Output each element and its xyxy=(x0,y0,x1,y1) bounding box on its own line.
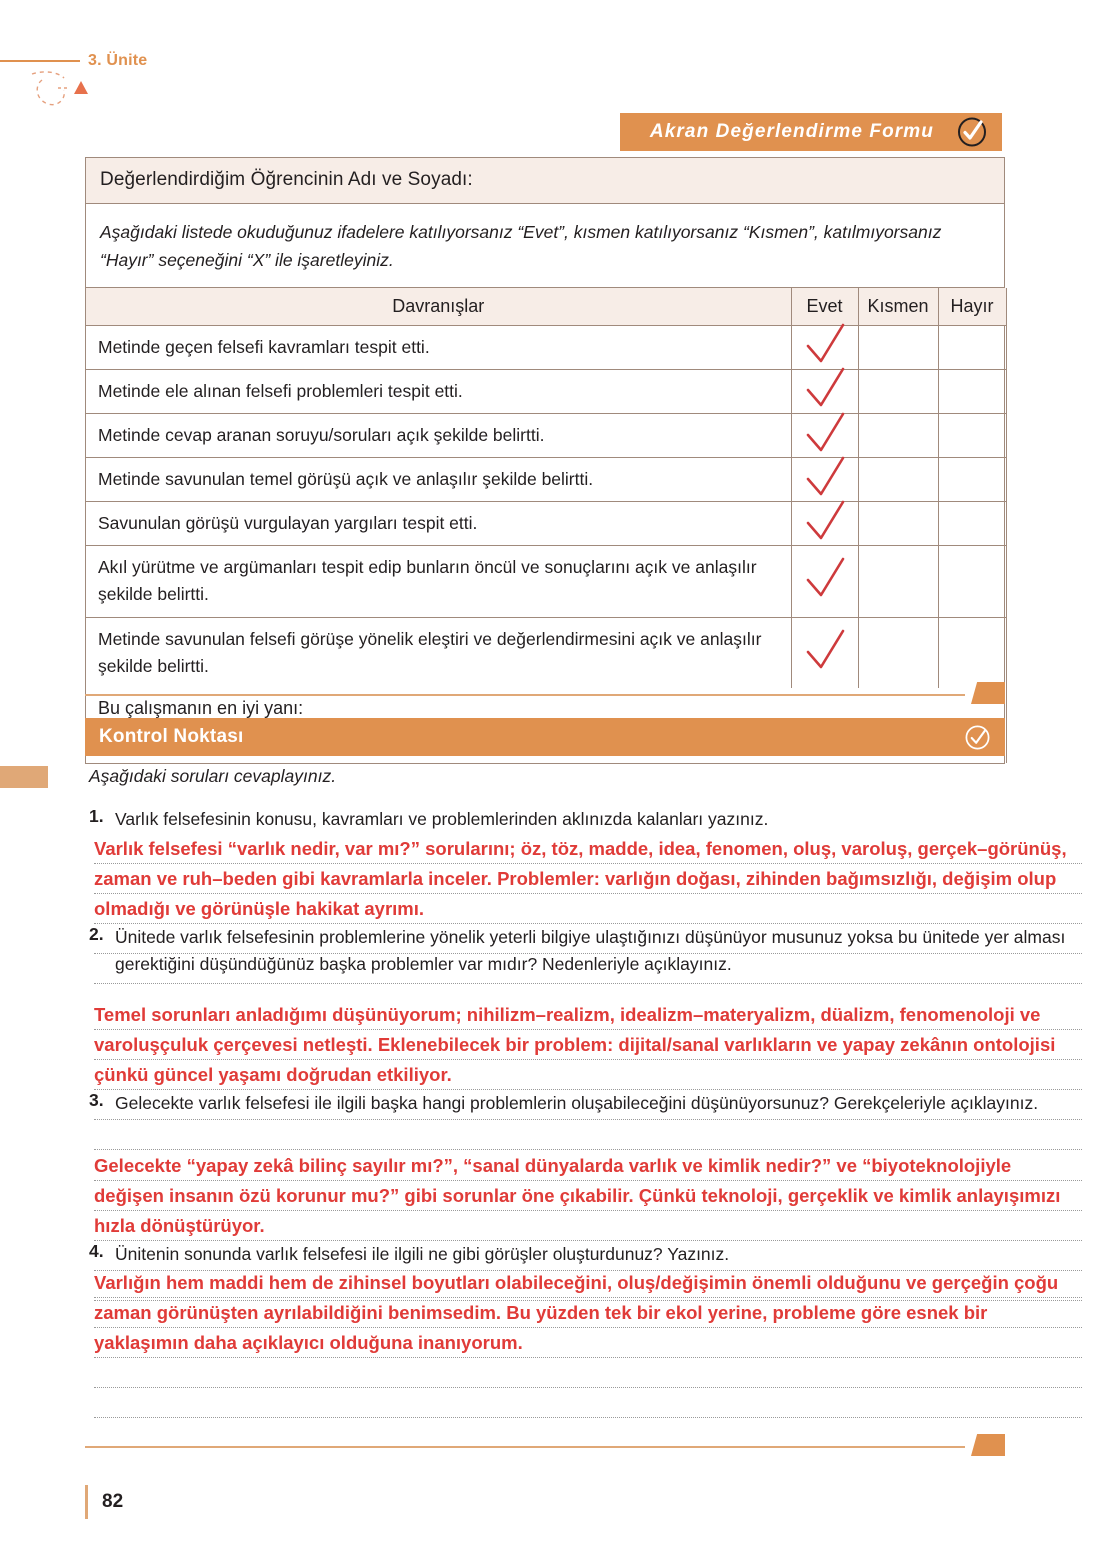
questions-list xyxy=(85,806,1090,1358)
table-row xyxy=(86,369,1006,413)
question-item xyxy=(85,806,1090,924)
column-header-evet: Evet xyxy=(791,288,858,326)
table-row xyxy=(86,325,1006,369)
behaviour-text: Akıl yürütme ve argümanları tespit edip bunların öncül ve sonuçlarını açık ve anlaşılır şekilde belirtti. xyxy=(86,546,791,617)
cell-kismen[interactable] xyxy=(858,325,938,369)
check-mark-icon xyxy=(802,557,848,601)
cell-hayir[interactable] xyxy=(938,617,1006,688)
cell-hayir[interactable] xyxy=(938,502,1006,546)
cell-evet[interactable] xyxy=(791,325,858,369)
question-text: Ünitede varlık felsefesinin problemlerine yönelik yeterli bilgiye ulaştığınızı düşünüyor musunuz yoksa bu ünitede yer alması gerektiğini düşündüğünüz başka problemler var mıdır? Nedenleriyle açıklayınız. xyxy=(115,927,1066,975)
column-header-behaviours: Davranışlar xyxy=(86,288,791,326)
page-footer xyxy=(85,1485,123,1519)
student-name-label: Değerlendirdiğim Öğrencinin Adı ve Soyadı: xyxy=(86,158,1004,204)
separator-tab xyxy=(971,1434,1005,1456)
answer-area[interactable] xyxy=(85,1151,1090,1241)
question-text: Varlık felsefesinin konusu, kavramları ve problemlerinden aklınızda kalanları yazınız. xyxy=(115,809,769,829)
behaviour-text: Metinde savunulan temel görüşü açık ve anlaşılır şekilde belirtti. xyxy=(86,458,791,502)
behaviour-text: Metinde savunulan felsefi görüşe yönelik eleştiri ve değerlendirmesini açık ve anlaşılır şekilde belirtti. xyxy=(86,617,791,688)
cell-hayir[interactable] xyxy=(938,458,1006,502)
separator-tab xyxy=(971,682,1005,704)
table-row xyxy=(86,617,1006,688)
best-part-label[interactable]: Bu çalışmanın en iyi yanı: xyxy=(86,688,1006,763)
section-separator-bottom xyxy=(85,1434,1005,1456)
cell-kismen[interactable] xyxy=(858,369,938,413)
question-text: Ünitenin sonunda varlık felsefesi ile ilgili ne gibi görüşler oluşturdunuz? Yazınız. xyxy=(115,1244,730,1265)
column-header-kismen: Kısmen xyxy=(858,288,938,326)
cell-evet[interactable] xyxy=(791,458,858,502)
check-mark-icon xyxy=(802,367,848,411)
cell-hayir[interactable] xyxy=(938,546,1006,617)
section-separator-top xyxy=(85,682,1005,704)
cell-evet[interactable] xyxy=(791,413,858,457)
cell-kismen[interactable] xyxy=(858,413,938,457)
cell-hayir[interactable] xyxy=(938,369,1006,413)
unit-rule xyxy=(0,60,80,62)
question-item xyxy=(85,1090,1090,1241)
question-item xyxy=(85,924,1090,1090)
footer-accent-bar xyxy=(85,1485,88,1519)
cell-hayir[interactable] xyxy=(938,413,1006,457)
left-orange-marker xyxy=(0,766,48,788)
handwritten-answer: Varlığın hem maddi hem de zihinsel boyutları olabileceğini, oluş/değişimin önemli olduğunu ve gerçeğin çoğu zaman görünüşten ayrılabildiğini benimsedim. Bu yüzden tek bir ekol yerine, probleme göre esnek bir yaklaşımın daha açıklayıcı olduğuna inanıyorum. xyxy=(94,1272,1059,1354)
kontrol-noktasi-title: Kontrol Noktası xyxy=(99,726,244,747)
cell-kismen[interactable] xyxy=(858,546,938,617)
handwritten-answer: Temel sorunları anladığımı düşünüyorum; nihilizm–realizm, idealizm–materyalizm, düalizm, fenomenoloji ve varoluşçuluk çerçevesi netleşti. Eklenebilecek bir problem: dijital/sanal varlıkların ve yapay zekânın ontolojisi çünkü güncel yaşamı doğrudan etkiliyor. xyxy=(94,1004,1056,1086)
cell-evet[interactable] xyxy=(791,546,858,617)
cell-evet[interactable] xyxy=(791,502,858,546)
cell-kismen[interactable] xyxy=(858,458,938,502)
question-number: 2. xyxy=(89,924,104,945)
behaviour-text: Metinde ele alınan felsefi problemleri tespit etti. xyxy=(86,369,791,413)
peer-evaluation-form xyxy=(85,157,1005,764)
check-mark-icon xyxy=(802,500,848,544)
check-mark-icon xyxy=(802,412,848,456)
question-number: 4. xyxy=(89,1241,104,1262)
decorative-doodle-icon xyxy=(24,68,114,116)
table-row xyxy=(86,458,1006,502)
cell-kismen[interactable] xyxy=(858,502,938,546)
check-mark-icon xyxy=(802,323,848,367)
question-row xyxy=(85,806,1090,833)
answer-area[interactable] xyxy=(85,834,1090,924)
separator-line xyxy=(85,1446,965,1448)
question-text: Gelecekte varlık felsefesi ile ilgili başka hangi problemlerin oluşabileceğini düşünüyorsunuz? Gerekçeleriyle açıklayınız. xyxy=(115,1093,1039,1114)
answer-area[interactable] xyxy=(85,1000,1090,1090)
question-row xyxy=(85,1241,1090,1268)
handwritten-answer: Varlık felsefesi “varlık nedir, var mı?” sorularını; öz, töz, madde, idea, fenomen, oluş, varoluş, gerçek–görünüş, zaman ve ruh–beden gibi kavramlarla inceler. Problemler: varlığın doğası, zihinden bağımsızlığı, değişim olup olmadığı ve görünüşle hakikat ayrımı. xyxy=(94,838,1067,920)
question-item xyxy=(85,1241,1090,1358)
behaviour-text: Savunulan görüşü vurgulayan yargıları tespit etti. xyxy=(86,502,791,546)
unit-label: 3. Ünite xyxy=(88,52,148,69)
column-header-hayir: Hayır xyxy=(938,288,1006,326)
circled-check-icon xyxy=(956,116,988,148)
check-mark-icon xyxy=(802,456,848,500)
circled-check-icon xyxy=(964,724,991,751)
question-number: 1. xyxy=(89,806,104,826)
kontrol-noktasi-band xyxy=(85,718,1005,756)
table-row xyxy=(86,413,1006,457)
question-row xyxy=(85,924,1090,978)
cell-evet[interactable] xyxy=(791,369,858,413)
peer-evaluation-title: Akran Değerlendirme Formu xyxy=(649,121,934,142)
answer-area[interactable] xyxy=(85,1268,1090,1358)
page-number: 82 xyxy=(102,1491,124,1512)
peer-evaluation-banner xyxy=(620,113,1002,151)
check-mark-icon xyxy=(802,629,848,673)
form-instruction: Aşağıdaki listede okuduğunuz ifadelere katılıyorsanız “Evet”, kısmen katılıyorsanız “Kısmen”, katılmıyorsanız “Hayır” seçeneğini “X” ile işaretleyiniz. xyxy=(86,204,1004,288)
table-row xyxy=(86,546,1006,617)
handwritten-answer: Gelecekte “yapay zekâ bilinç sayılır mı?”, “sanal dünyalarda varlık ve kimlik nedir?” ve “biyoteknolojiyle değişen insanın özü korunur mu?” gibi sorunlar öne çıkabilir. Çünkü teknoloji, gerçeklik ve kimlik anlayışımızı hızla dönüştürüyor. xyxy=(94,1155,1061,1237)
separator-line xyxy=(85,694,965,696)
questions-intro: Aşağıdaki soruları cevaplayınız. xyxy=(89,766,337,786)
table-row xyxy=(86,502,1006,546)
behaviour-text: Metinde geçen felsefi kavramları tespit etti. xyxy=(86,325,791,369)
cell-kismen[interactable] xyxy=(858,617,938,688)
cell-hayir[interactable] xyxy=(938,325,1006,369)
behaviour-text: Metinde cevap aranan soruyu/soruları açık şekilde belirtti. xyxy=(86,413,791,457)
question-number: 3. xyxy=(89,1090,104,1111)
question-row xyxy=(85,1090,1090,1117)
table-header-row xyxy=(86,288,1006,326)
cell-evet[interactable] xyxy=(791,617,858,688)
